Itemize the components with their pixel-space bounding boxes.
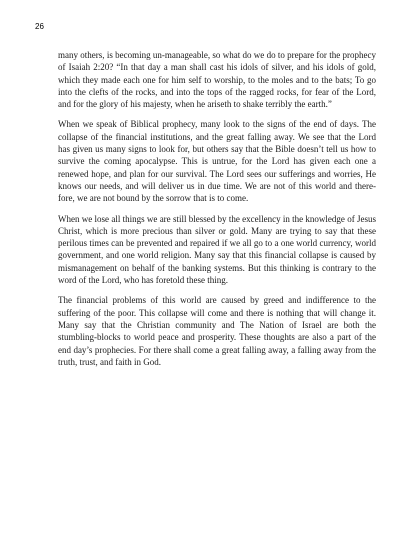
paragraph-3: When we lose all things we are still blessed by the excellency in the knowledge of Jesus Christ, which is more precious than silver or gold. Many are trying to say that these perilous times can be prevented and repaired if we all go to a one world currency, world government, and one world religion. Many say that this financial collapse is caused by mismanagement on behalf of the banking systems. But this thinking is contrary to the word of the Lord, who has foretold these thing.: [58, 213, 376, 286]
body-text: [58, 49, 376, 376]
paragraph-4: The financial problems of this world are caused by greed and indifference to the suffering of the poor. This collapse will come and there is nothing that will change it. Many say that the Christian community and The Nation of Israel are both the stumbling-blocks to world peace and prosperity. These thoughts are also a part of the end day’s prophecies. For there shall come a great falling away, a falling away from the truth, trust, and faith in God.: [58, 295, 376, 367]
page-number: 26: [35, 22, 44, 31]
paragraph-1: many others, is becoming un-manageable, so what do we do to prepare for the prophecy of Isaiah 2:20? “In that day a man shall cast his idols of silver, and his idols of gold, which they made each one for him self to worship, to the moles and to the bats; To go into the clefts of the rocks, and into the tops of the ragged rocks, for fear of the Lord, and for the glory of his majesty, when he ariseth to shake terribly the earth.”: [58, 50, 376, 110]
paragraph-2: When we speak of Biblical prophecy, many look to the signs of the end of days. The collapse of the financial institutions, and the great falling away. We see that the Lord has given us many signs to look for, but others say that the Bible doesn’t tell us how to survive the coming apocalypse. This is untrue, for the Lord has given each one a renewed hope, and plan for our survival. The Lord sees our sufferings and worries, He knows our needs, and will deliver us in due time. We are not of this world and there-fore, we are not bound by the sorrow that is to come.: [58, 119, 376, 204]
